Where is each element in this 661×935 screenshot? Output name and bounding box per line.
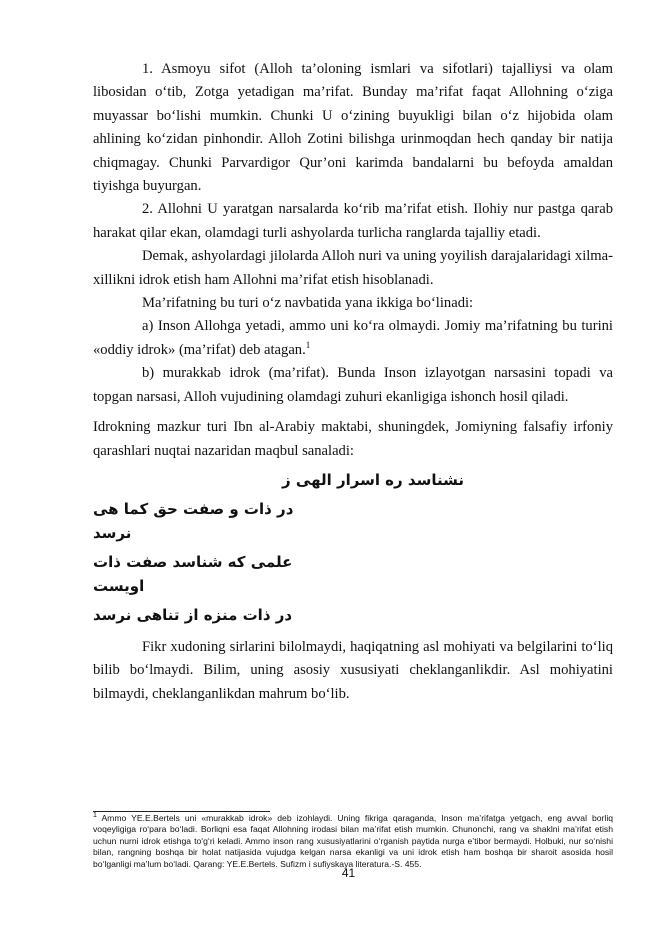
poem-line-1: نشناسد ره اسرار الهی ز [282,470,464,489]
paragraph-5-text: a) Inson Allohga yetadi, ammo uni ko‘ra olmaydi. Jomiy ma’rifatning bu turini «oddiy idrok» (ma’rifat) deb atagan. [93,318,613,358]
paragraph-3: Demak, ashyolardagi jilolarda Alloh nuri va uning yoyilish darajalaridagi xilma-xillikni idrok etish ham Allohni ma’rifat etish hisoblanadi. [93,248,613,288]
paragraph-7: Idrokning mazkur turi Ibn al-Arabiy maktabi, shuningdek, Jomiyning falsafiy irfoniy qarashlari nuqtai nazaridan maqbul sanaladi: [93,419,613,459]
document-body [93,58,613,706]
footnote [93,813,613,870]
paragraph-2: 2. Allohni U yaratgan narsalarda ko‘rib ma’rifat etish. Ilohiy nur pastga qarab harakat qilar ekan, olamdagi turli ashyolarda turlicha ranglarda tajalliy etadi. [93,201,613,241]
footnote-reference: 1 [305,340,311,351]
paragraph-8: Fikr xudoning sirlarini bilolmaydi, haqiqatning asl mohiyati va belgilarini to‘liq bilib bo‘lmaydi. Bilim, uning asosiy xususiyati cheklanganlikdir. Asl mohiyatini bilmaydi, cheklanganlikdan mahrum bo‘lib. [93,638,613,702]
footnote-text: Ammo YE.E.Bertels uni «murakkab idrok» deb izohlaydi. Uning fikriga qaraganda, Inson ma’rifatga yetgach, eng avval borliq voqeyligiga ro‘para bo‘ladi. Borliqni esa faqat Allohning irodasi bilan ma’rifat etish mumkin. Chunonchi, rang va shaklni ma’rifat etish uchun nurni idrok etishga to‘g‘ri keladi. Ammo inson rang xususiyatlarini o‘rganish paytida nurga e’tibor bermaydi. Holbuki, nur so‘nishi bilan, rangning boshqa bir holat natijasida vujudga kelgan narsa ekanligi va uni idrok etish ham boshqa bir sharoit asosida hosil bo‘lganligi ma’lum bo‘ladi. Qarang: YE.E.Bertels. Sufizm i sufiyskaya literatura.-S. 455. [93,813,614,869]
paragraph-5 [93,315,613,362]
paragraph-6: b) murakkab idrok (ma’rifat). Bunda Inson izlayotgan narsasini topadi va topgan narsasi, Alloh vujudining olamdagi zuhuri ekanligiga ishonch hosil qiladi. [93,365,613,405]
persian-poem [93,469,613,628]
poem-line-2: در ذات و صفت حق کما هی نرسد [93,500,294,542]
page-number: 41 [341,866,356,880]
footnote-marker: 1 [93,812,97,820]
footnote-divider [93,811,270,812]
paragraph-4: Ma’rifatning bu turi o‘z navbatida yana ikkiga bo‘linadi: [142,295,474,312]
paragraph-1: 1. Asmoyu sifot (Alloh ta’oloning ismlari va sifotlari) tajalliysi va olam libosidan o‘tib, Zotga yetadigan ma’rifat. Bunday ma’rifat faqat Allohning o‘ziga muyassar bo‘lishi mumkin. Chunki U o‘zining buyukligi bilan o‘z hijobida olam ahlining ko‘zidan pinhondir. Alloh Zotini bilishga urinmoqdan hech qanday bir natija chiqmagay. Chunki Parvardigor Qur’oni karimda bandalarni bu befoyda amaldan tiyishga buyurgan. [93,61,613,195]
poem-line-3: علمی که شناسد صفت ذات اویست [93,553,293,595]
poem-line-4: در ذات منزه از تناهی نرسد [93,606,293,625]
